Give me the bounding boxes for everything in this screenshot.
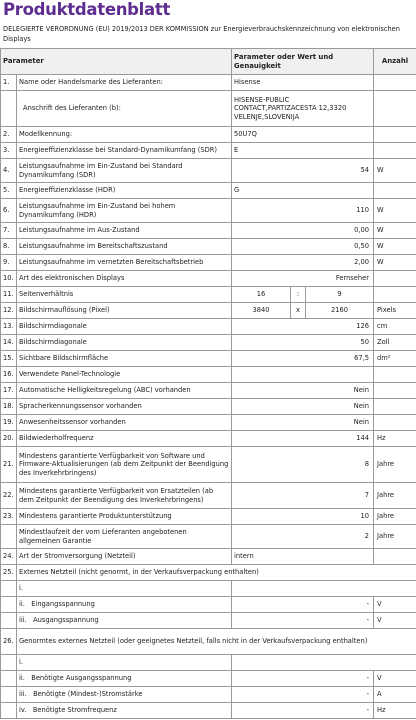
row-label [17, 703, 232, 719]
row-unit: W [374, 199, 416, 223]
row-spacer [1, 597, 17, 613]
row-value: - [232, 703, 374, 719]
table-row [1, 613, 416, 629]
row-number: 11. [1, 287, 17, 303]
row-value: 126 [232, 319, 374, 335]
row-value: 2 [232, 525, 374, 549]
row-value: 144 [232, 431, 374, 447]
row-value: Fernseher [232, 271, 374, 287]
row-unit: cm [374, 319, 416, 335]
row-label: Leistungsaufnahme im vernetzten Bereitschaftsbetrieb [17, 255, 232, 271]
table-row [1, 525, 416, 549]
table-row [1, 549, 416, 565]
table-row [1, 655, 416, 671]
row-spacer [1, 703, 17, 719]
row-value: Nein [232, 415, 374, 431]
section-label: Externes Netzteil (nicht genormt, in der Verkaufsverpackung enthalten) [17, 565, 416, 581]
row-unit [374, 415, 416, 431]
row-value: 0,50 [232, 239, 374, 255]
table-row [1, 239, 416, 255]
row-spacer [1, 581, 17, 597]
resolution-separator: x [291, 303, 306, 319]
row-unit [374, 143, 416, 159]
row-label-text: Benötigte Ausgangsspannung [31, 674, 132, 683]
row-number: 22. [1, 483, 17, 509]
row-number: 2. [1, 127, 17, 143]
row-value: 110 [232, 199, 374, 223]
table-row [1, 127, 416, 143]
row-value [232, 367, 374, 383]
row-label: Mindestens garantierte Produktunterstützung [17, 509, 232, 525]
table-row [1, 703, 416, 719]
row-number: 13. [1, 319, 17, 335]
row-number: 25. [1, 565, 17, 581]
table-row [1, 447, 416, 483]
row-value: E [232, 143, 374, 159]
row-number: 5. [1, 183, 17, 199]
row-unit: V [374, 671, 416, 687]
row-label: Mindestens garantierte Verfügbarkeit von Ersatzteilen (ab dem Zeitpunkt der Beendigung des Inverkehrbringens) [17, 483, 232, 509]
row-unit: W [374, 223, 416, 239]
row-number: iv. [19, 706, 27, 715]
row-unit: V [374, 597, 416, 613]
row-unit [374, 287, 416, 303]
row-unit [374, 183, 416, 199]
ratio-separator: : [291, 287, 306, 303]
row-value: - [232, 613, 374, 629]
row-unit [374, 367, 416, 383]
row-value: - [232, 671, 374, 687]
row-label: Mindestlaufzeit der vom Lieferanten angebotenen allgemeinen Garantie [17, 525, 232, 549]
row-value: HISENSE-PUBLIC CONTACT,PARTIZACESTA 12,3320 VELENJE,SLOVENIJA [232, 91, 374, 127]
row-label: Art des elektronischen Displays [17, 271, 232, 287]
row-number: 24. [1, 549, 17, 565]
regulation-subtitle: DELEGIERTE VERORDNUNG (EU) 2019/2013 DER KOMMISSION zur Energieverbrauchskennzeichnung von elektronischen Displays [3, 25, 400, 43]
row-number: iii. [19, 616, 27, 625]
product-data-table [0, 48, 416, 719]
row-number: 26. [1, 629, 17, 655]
row-label [17, 613, 232, 629]
table-row [1, 143, 416, 159]
row-unit: W [374, 159, 416, 183]
row-label: Leistungsaufnahme im Ein-Zustand bei Standard Dynamikumfang (SDR) [17, 159, 232, 183]
table-row [1, 319, 416, 335]
row-label: Energieeffizienzklasse bei Standard-Dynamikumfang (SDR) [17, 143, 232, 159]
row-label: Bildschirmauflösung (Pixel) [17, 303, 232, 319]
row-number: 18. [1, 399, 17, 415]
table-row [1, 565, 416, 581]
row-label: Name oder Handelsmarke des Lieferanten: [17, 75, 232, 91]
row-number: 16. [1, 367, 17, 383]
table-row [1, 431, 416, 447]
row-label [17, 671, 232, 687]
row-number: 20. [1, 431, 17, 447]
row-value: - [232, 597, 374, 613]
row-label: Leistungsaufnahme im Aus-Zustand [17, 223, 232, 239]
row-label: Verwendete Panel-Technologie [17, 367, 232, 383]
table-row [1, 629, 416, 655]
table-row [1, 199, 416, 223]
row-unit [374, 271, 416, 287]
table-row [1, 351, 416, 367]
row-number: 12. [1, 303, 17, 319]
table-row [1, 671, 416, 687]
row-number: 17. [1, 383, 17, 399]
row-value: 50U7Q [232, 127, 374, 143]
row-value: 54 [232, 159, 374, 183]
column-header-value: Parameter oder Wert und Genauigkeit [232, 49, 374, 75]
row-label: Modellkennung: [17, 127, 232, 143]
row-number: 4. [1, 159, 17, 183]
row-label: Art der Stromversorgung (Netzteil) [17, 549, 232, 565]
row-label: Bildschirmdiagonale [17, 335, 232, 351]
row-value: 0,00 [232, 223, 374, 239]
row-number: 8. [1, 239, 17, 255]
table-row [1, 303, 416, 319]
row-label: Bildschirmdiagonale [17, 319, 232, 335]
table-row [1, 271, 416, 287]
row-value [232, 581, 416, 597]
table-row [1, 597, 416, 613]
table-row [1, 383, 416, 399]
row-number: 15. [1, 351, 17, 367]
table-row [1, 509, 416, 525]
table-row [1, 483, 416, 509]
table-row [1, 335, 416, 351]
row-spacer [1, 687, 17, 703]
row-value: 8 [232, 447, 374, 483]
row-unit [374, 549, 416, 565]
row-number: i. [17, 581, 232, 597]
row-number: ii. [19, 600, 25, 609]
row-value: G [232, 183, 374, 199]
row-value: 2,00 [232, 255, 374, 271]
row-spacer [1, 613, 17, 629]
row-number: 19. [1, 415, 17, 431]
row-value: intern [232, 549, 374, 565]
ratio-height: 9 [306, 287, 374, 303]
table-row [1, 415, 416, 431]
row-unit: Jahre [374, 447, 416, 483]
row-label [17, 597, 232, 613]
row-unit: W [374, 239, 416, 255]
section-label: Genormtes externes Netzteil (oder geeignetes Netzteil, falls nicht in der Verkaufsverpackung enthalten) [17, 629, 416, 655]
row-label: Sichtbare Bildschirmfläche [17, 351, 232, 367]
row-unit: Jahre [374, 525, 416, 549]
column-header-amount: Anzahl [374, 49, 416, 75]
row-label: Energieeffizienzklasse (HDR) [17, 183, 232, 199]
row-number: i. [17, 655, 232, 671]
row-label: Mindestens garantierte Verfügbarkeit von Software und Firmware-Aktualisierungen (ab dem Zeitpunkt der Beendigung des Inverkehrbringens) [17, 447, 232, 483]
row-value: Nein [232, 383, 374, 399]
row-value: 7 [232, 483, 374, 509]
row-number: iii. [19, 690, 27, 699]
table-row [1, 581, 416, 597]
table-row [1, 183, 416, 199]
row-unit [374, 383, 416, 399]
table-row [1, 255, 416, 271]
row-unit: Jahre [374, 483, 416, 509]
row-number: 21. [1, 447, 17, 483]
row-label [17, 687, 232, 703]
row-unit [374, 399, 416, 415]
row-label: Anwesenheitssensor vorhanden [17, 415, 232, 431]
row-value: 10 [232, 509, 374, 525]
row-unit: dm² [374, 351, 416, 367]
row-number: 23. [1, 509, 17, 525]
column-header-parameter: Parameter [1, 49, 232, 75]
row-label: Automatische Helligkeitsregelung (ABC) vorhanden [17, 383, 232, 399]
table-row [1, 367, 416, 383]
row-number: 10. [1, 271, 17, 287]
row-label-text: Benötigte Stromfrequenz [32, 706, 117, 715]
row-number: 1. [1, 75, 17, 91]
row-unit: Jahre [374, 509, 416, 525]
row-unit [374, 75, 416, 91]
table-row [1, 287, 416, 303]
row-number: 6. [1, 199, 17, 223]
row-label: Leistungsaufnahme im Bereitschaftszustand [17, 239, 232, 255]
row-number: ii. [19, 674, 25, 683]
row-label: Leistungsaufnahme im Ein-Zustand bei hohem Dynamikumfang (HDR) [17, 199, 232, 223]
row-label: Spracherkennungssensor vorhanden [17, 399, 232, 415]
row-number: 9. [1, 255, 17, 271]
table-row [1, 75, 416, 91]
row-number: 7. [1, 223, 17, 239]
row-value: - [232, 687, 374, 703]
table-row [1, 687, 416, 703]
row-value: Nein [232, 399, 374, 415]
row-number: 3. [1, 143, 17, 159]
row-value: Hisense [232, 75, 374, 91]
row-label-text: Eingangsspannung [31, 600, 95, 609]
row-unit [374, 127, 416, 143]
row-number: 14. [1, 335, 17, 351]
row-spacer [1, 671, 17, 687]
table-row [1, 159, 416, 183]
row-number [1, 91, 17, 127]
resolution-height: 2160 [306, 303, 374, 319]
row-value: 50 [232, 335, 374, 351]
resolution-width: 3840 [232, 303, 291, 319]
row-spacer [1, 655, 17, 671]
table-header-row [1, 49, 416, 75]
row-unit: V [374, 613, 416, 629]
row-unit [374, 91, 416, 127]
table-row [1, 223, 416, 239]
row-unit: Hz [374, 703, 416, 719]
row-label: Seitenverhältnis [17, 287, 232, 303]
row-unit: Zoll [374, 335, 416, 351]
ratio-width: 16 [232, 287, 291, 303]
row-label-text: Ausgangsspannung [33, 616, 99, 625]
row-label: Anschrift des Lieferanten (b): [17, 91, 232, 127]
row-number [1, 525, 17, 549]
row-label: Bildwiederholfrequenz [17, 431, 232, 447]
table-row [1, 91, 416, 127]
page-title: Produktdatenblatt [3, 0, 171, 19]
row-unit: A [374, 687, 416, 703]
row-unit: W [374, 255, 416, 271]
row-label-text: Benötigte (Mindest-)Stromstärke [33, 690, 143, 699]
table-row [1, 399, 416, 415]
row-unit: Pixels [374, 303, 416, 319]
row-unit: Hz [374, 431, 416, 447]
row-value: 67,5 [232, 351, 374, 367]
row-value [232, 655, 416, 671]
